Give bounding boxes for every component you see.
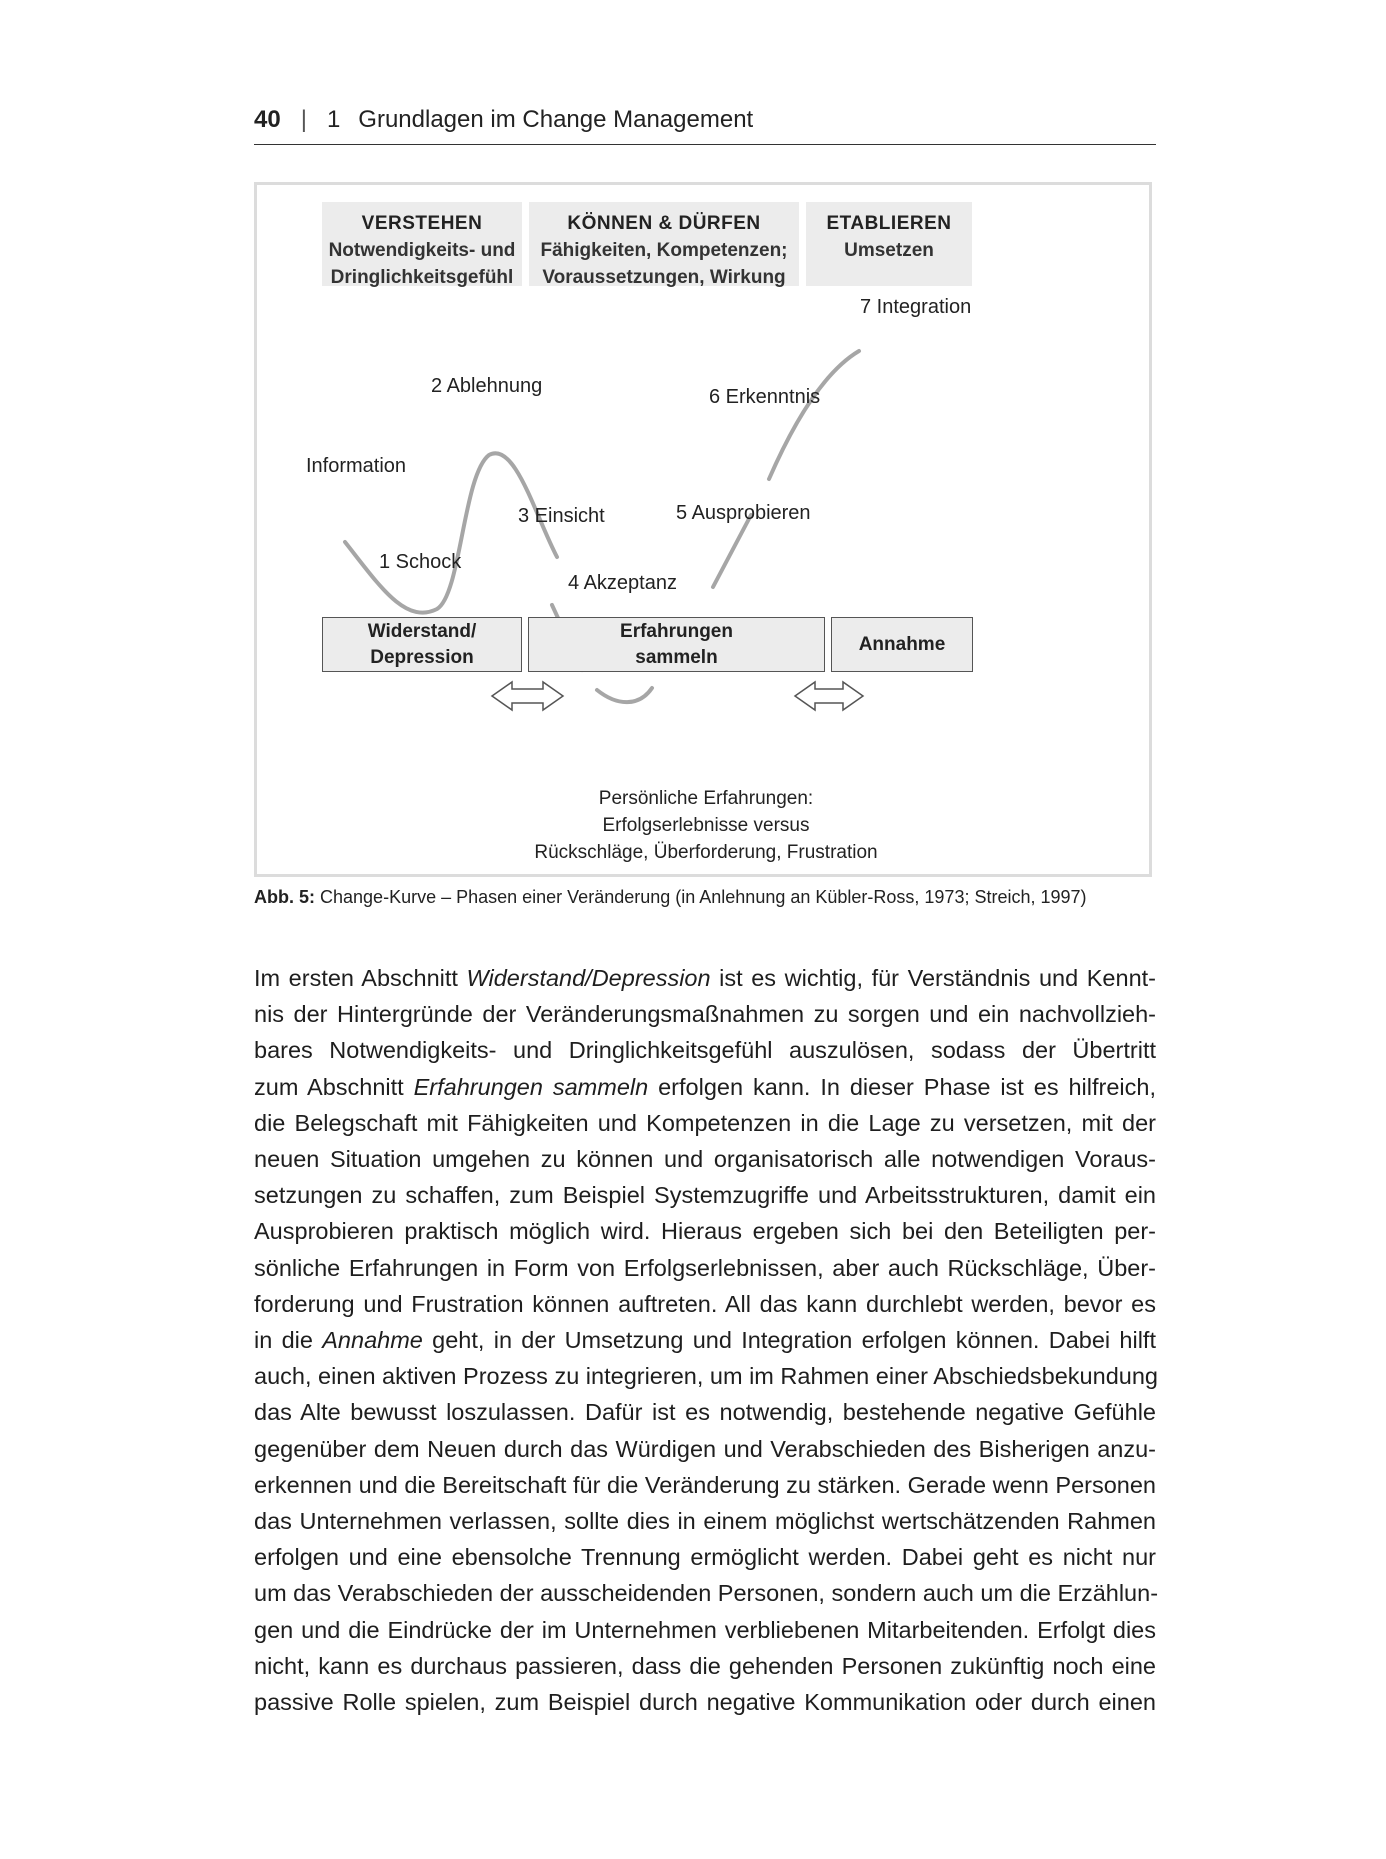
box-annahme	[831, 617, 973, 672]
italic-term: Annahme	[322, 1327, 423, 1354]
text-line	[254, 1358, 1156, 1394]
phase-desc-line: Dringlichkeitsgefühl	[330, 267, 514, 288]
text-run: Im ersten Abschnitt	[254, 965, 467, 991]
box-line: Widerstand/	[367, 620, 477, 642]
body-text	[254, 960, 1159, 1720]
text-run: erkennen und die Bereitschaft für die Veränderung zu stärken. Gerade wenn Personen	[254, 1471, 1156, 1498]
text-line	[254, 1467, 1156, 1503]
text-line	[254, 1069, 1156, 1105]
phase-title: VERSTEHEN	[361, 213, 483, 234]
curve-label-einsicht: 3 Einsicht	[518, 505, 605, 527]
text-line	[254, 1612, 1156, 1648]
text-line	[254, 960, 1156, 996]
text-run: erfolgen und eine ebensolche Trennung ermöglicht werden. Dabei geht es nicht nur	[254, 1544, 1156, 1571]
text-line	[254, 1250, 1156, 1286]
box-erfahrungen-sammeln	[528, 617, 825, 672]
curve-label-schock: 1 Schock	[379, 551, 462, 573]
text-line	[254, 1503, 1156, 1539]
box-line: Erfahrungen	[620, 620, 733, 642]
phase-koennen-duerfen	[529, 202, 799, 286]
italic-term: Erfahrungen sammeln	[413, 1073, 649, 1100]
change-curve-segment-6	[769, 351, 859, 479]
change-curve-figure	[254, 182, 1152, 877]
text-line	[254, 1575, 1159, 1611]
caption-label: Abb. 5:	[254, 887, 315, 907]
note-line: Rückschläge, Überforderung, Frustration	[534, 842, 878, 863]
change-curve-segment-3	[597, 688, 652, 702]
header-separator: |	[300, 106, 307, 133]
text-line	[254, 1539, 1156, 1575]
page-number: 40	[254, 106, 281, 133]
text-line	[254, 1105, 1156, 1141]
paragraph	[254, 960, 1159, 1720]
chapter-title: Grundlagen im Change Management	[358, 106, 754, 133]
italic-term: Widerstand/Depression	[466, 965, 711, 991]
text-line	[254, 1032, 1156, 1068]
text-run: neuen Situation umgehen zu können und organisatorisch alle notwendigen Voraus-	[254, 1146, 1156, 1173]
phase-title: KÖNNEN & DÜRFEN	[567, 213, 761, 234]
text-run: gen und die Eindrücke der im Unternehmen verbliebenen Mitarbeitenden. Erfolgt dies	[254, 1616, 1156, 1643]
curve-label-ausprobieren: 5 Ausprobieren	[676, 502, 811, 524]
double-arrow-left	[492, 682, 563, 710]
text-line	[254, 1648, 1156, 1684]
text-run: um das Verabschieden der ausscheidenden Personen, sondern auch um die Erzählun-	[254, 1580, 1159, 1607]
text-run: forderung und Frustration können auftreten. All das kann durchlebt werden, bevor es	[254, 1290, 1156, 1317]
curve-label-akzeptanz: 4 Akzeptanz	[568, 572, 677, 594]
text-run: das Alte bewusst loszulassen. Dafür ist es notwendig, bestehende negative Gefühle	[254, 1399, 1156, 1426]
text-run: setzungen zu schaffen, zum Beispiel Systemzugriffe und Arbeitsstrukturen, damit ein	[254, 1182, 1156, 1209]
text-line	[254, 1286, 1156, 1322]
text-run: bares Notwendigkeits- und Dringlichkeitsgefühl auszulösen, sodass der Übertritt	[254, 1037, 1156, 1064]
phase-verstehen	[322, 202, 522, 286]
text-line	[254, 1684, 1156, 1720]
text-run: Ausprobieren praktisch möglich wird. Hieraus ergeben sich bei den Beteiligten per-	[254, 1218, 1156, 1245]
personal-experiences-note	[257, 785, 1155, 866]
text-run: in die	[254, 1327, 323, 1354]
box-line: Annahme	[858, 633, 946, 655]
note-line: Persönliche Erfahrungen:	[598, 788, 814, 809]
text-line	[254, 996, 1156, 1032]
text-line	[254, 1322, 1156, 1358]
figure-caption	[254, 887, 1156, 908]
phase-desc-line: Notwendigkeits- und	[328, 240, 516, 261]
text-run: nicht, kann es durchaus passieren, dass die gehenden Personen zukünftig noch eine	[254, 1652, 1156, 1679]
note-line: Erfolgserlebnisse versus	[602, 815, 810, 836]
text-run: passive Rolle spielen, zum Beispiel durch negative Kommunikation oder durch einen	[254, 1689, 1156, 1716]
text-run: sönliche Erfahrungen in Form von Erfolgserlebnissen, aber auch Rückschläge, Über-	[254, 1254, 1156, 1281]
text-line	[254, 1141, 1156, 1177]
double-arrow-right	[795, 682, 863, 710]
text-line	[254, 1431, 1156, 1467]
text-run: die Belegschaft mit Fähigkeiten und Kompetenzen in die Lage zu versetzen, mit der	[254, 1109, 1156, 1136]
box-widerstand-depression	[322, 617, 522, 672]
running-header	[254, 100, 1156, 145]
box-line: sammeln	[635, 646, 718, 668]
curve-label-erkenntnis: 6 Erkenntnis	[709, 386, 821, 408]
text-run: zum Abschnitt	[254, 1073, 414, 1100]
phase-etablieren	[806, 202, 972, 286]
phase-desc-line: Fähigkeiten, Kompetenzen;	[540, 240, 788, 261]
text-line	[254, 1394, 1156, 1430]
phase-desc-line: Umsetzen	[844, 240, 934, 261]
text-run: erfolgen kann. In dieser Phase ist es hilfreich,	[648, 1073, 1156, 1100]
text-line	[254, 1177, 1156, 1213]
chapter-number: 1	[326, 106, 341, 133]
curve-label-ablehnung: 2 Ablehnung	[431, 375, 543, 397]
caption-text: Change-Kurve – Phasen einer Veränderung (in Anlehnung an Kübler-Ross, 1973; Streich, 1997)	[320, 887, 1087, 907]
text-run: das Unternehmen verlassen, sollte dies in einem möglichst wertschätzenden Rahmen	[254, 1508, 1156, 1535]
text-run: ist es wichtig, für Verständnis und Kennt-	[710, 965, 1156, 991]
change-curve-segment-5	[713, 515, 751, 587]
curve-label-information: Information	[306, 455, 407, 477]
text-line	[254, 1213, 1156, 1249]
text-run: nis der Hintergründe der Veränderungsmaßnahmen zu sorgen und ein nachvollzieh-	[254, 1001, 1156, 1028]
phase-title: ETABLIEREN	[826, 213, 952, 234]
phase-desc-line: Voraussetzungen, Wirkung	[542, 267, 786, 288]
box-line: Depression	[370, 646, 474, 668]
text-run: gegenüber dem Neuen durch das Würdigen und Verabschieden des Bisherigen anzu-	[254, 1435, 1156, 1462]
text-run: auch, einen aktiven Prozess zu integrieren, um im Rahmen einer Abschiedsbekundung	[254, 1363, 1158, 1390]
curve-label-integration: 7 Integration	[860, 296, 972, 318]
text-run: geht, in der Umsetzung und Integration erfolgen können. Dabei hilft	[422, 1327, 1156, 1354]
